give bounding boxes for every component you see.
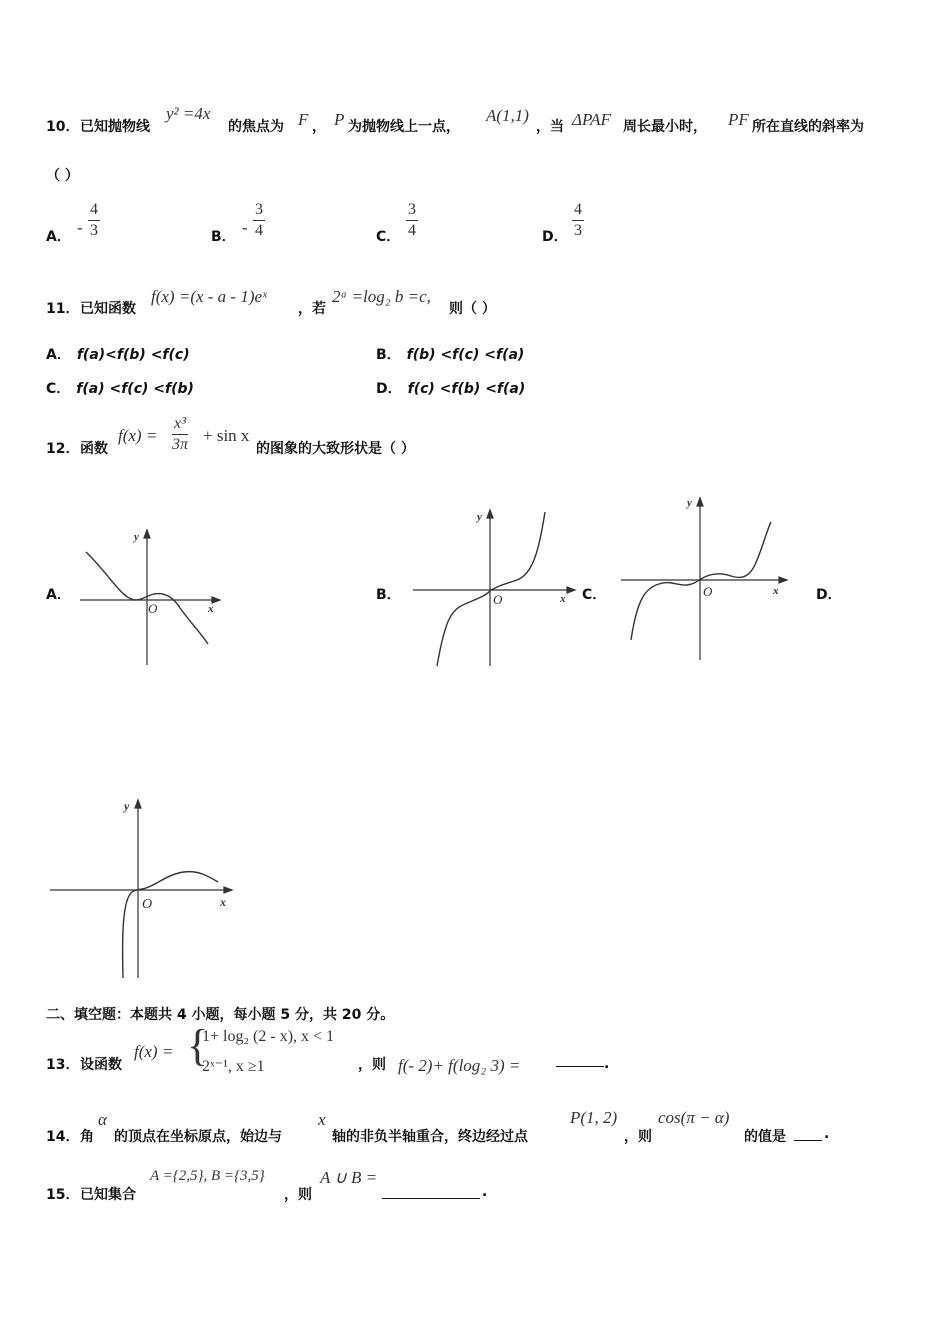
q11-number: 11． — [46, 301, 80, 317]
q14-answer-blank[interactable] — [794, 1140, 822, 1141]
q12-graph-a-origin-label: O — [148, 601, 158, 616]
q10-focus: F — [298, 110, 309, 129]
q12-text-2: 的图象的大致形状是（ ） — [256, 441, 415, 457]
q10-point-p: P — [334, 110, 345, 129]
q11-option-d: D． f(c) <f(b) <f(a) — [376, 381, 526, 397]
q12-graph-a — [70, 520, 230, 670]
q10-text-4: ，当 — [536, 119, 564, 135]
q13-text-1: 设函数 — [80, 1057, 122, 1073]
q10-parabola-eq: y² =4x — [166, 104, 211, 123]
q11-option-a: A． f(a)<f(b) <f(c) — [46, 347, 190, 363]
q14-number: 14． — [46, 1129, 80, 1145]
q12-option-d-label: D． — [816, 587, 842, 603]
q12-graph-b-y-label: y — [477, 511, 482, 523]
q13-expression: f(- 2)+ f(log₂ 3) = — [398, 1056, 521, 1075]
q12-graph-d-y-label: y — [124, 799, 130, 813]
q11-condition: 2ᵃ =log₂ b =c, — [332, 287, 431, 306]
q15-answer-blank[interactable] — [382, 1198, 480, 1199]
q12-function-rhs: + sin x — [203, 426, 250, 445]
q12-function-fraction: $\frac{\text{x³}}{3\pi}$ — [172, 415, 189, 453]
q12-graph-c — [615, 488, 790, 663]
q10-point-a: A(1,1) — [486, 106, 529, 125]
q11-text-3: 则（ ） — [449, 301, 496, 317]
q12-graph-a-y-label: y — [134, 531, 139, 543]
q14-alpha: α — [98, 1110, 107, 1129]
q12-graph-c-y-label: y — [687, 497, 692, 509]
q14-x: x — [318, 1110, 326, 1129]
q14-text-2: 的顶点在坐标原点，始边与 — [114, 1129, 282, 1145]
q14-text-5: 的值是 — [744, 1129, 786, 1145]
q12-option-c-label: C． — [582, 587, 607, 603]
q13-text-2: ，则 — [358, 1057, 386, 1073]
q12-graph-c-curve — [631, 522, 771, 640]
q10-option-b-sign: - — [242, 218, 248, 237]
q12-graph-c-origin-label: O — [703, 584, 713, 599]
q12-graph-d — [46, 790, 236, 980]
q11-text-1: 已知函数 — [80, 301, 136, 317]
q14-expression: cos(π − α) — [658, 1108, 730, 1127]
q10-option-a-label: A． — [46, 229, 71, 245]
q12-graph-b — [405, 500, 580, 670]
q10-text-2: 的焦点为 — [228, 119, 284, 135]
q14-period: . — [824, 1126, 830, 1142]
q10-triangle: ΔPAF — [572, 110, 611, 129]
q10-text-6: 所在直线的斜率为 — [752, 119, 864, 135]
q13-lhs: f(x) = — [134, 1042, 174, 1061]
q13-case-2: 2ˣ⁻¹, x ≥1 — [202, 1058, 265, 1075]
q11-text-2: ，若 — [298, 301, 326, 317]
q10-answer-paren: （ ） — [46, 168, 79, 184]
q12-graph-d-curve — [123, 872, 218, 978]
q10-option-a-fraction: $\frac{4}{3}$ — [90, 201, 98, 239]
q10-text-5: 周长最小时， — [623, 119, 707, 135]
q10-number: 10． — [46, 119, 80, 135]
q13-case-1: 1+ log₂ (2 - x), x < 1 — [202, 1028, 335, 1045]
section-2-heading: 二、填空题：本题共 4 小题，每小题 5 分，共 20 分。 — [46, 1007, 395, 1023]
q12-graph-c-x-label: x — [773, 585, 779, 597]
q15-period: . — [482, 1184, 488, 1200]
q10-text-3: 为抛物线上一点， — [348, 119, 460, 135]
q10-option-b-fraction: $\frac{3}{4}$ — [255, 201, 263, 239]
q11-option-c: C． f(a) <f(c) <f(b) — [46, 381, 194, 397]
q12-graph-d-x-label: x — [220, 895, 226, 909]
q14-text-1: 角 — [80, 1129, 94, 1145]
q12-graph-b-origin-label: O — [493, 592, 503, 607]
q12-graph-b-x-label: x — [560, 593, 566, 605]
q12-function-lhs: f(x) = — [118, 426, 158, 445]
q13-period: . — [604, 1056, 610, 1072]
q12-graph-a-x-label: x — [208, 603, 214, 615]
q11-option-b: B． f(b) <f(c) <f(a) — [376, 347, 525, 363]
q12-text-1: 函数 — [80, 441, 108, 457]
q10-option-d-label: D． — [542, 229, 568, 245]
q13-answer-blank[interactable] — [556, 1066, 604, 1067]
q15-expression: A ∪ B = — [320, 1168, 378, 1187]
q10-option-a-sign: - — [77, 218, 83, 237]
q11-function: f(x) =(x - a - 1)eˣ — [151, 287, 267, 306]
q13-number: 13． — [46, 1057, 80, 1073]
q10-option-d-fraction: $\frac{4}{3}$ — [574, 201, 582, 239]
q10-text-1: 已知抛物线 — [80, 119, 150, 135]
q14-text-4: ，则 — [624, 1129, 652, 1145]
q12-number: 12． — [46, 441, 80, 457]
q10-line-pf: PF — [728, 110, 749, 129]
q13-brace-icon: { — [187, 1021, 209, 1070]
q12-graph-b-curve — [437, 512, 545, 666]
q14-point: P(1, 2) — [570, 1108, 618, 1127]
q15-sets: A ={2,5}, B ={3,5} — [150, 1168, 265, 1184]
q12-graph-d-origin-label: O — [142, 897, 153, 912]
q10-option-c-fraction: $\frac{3}{4}$ — [408, 201, 416, 239]
q15-text-1: 已知集合 — [80, 1187, 136, 1203]
q14-text-3: 轴的非负半轴重合，终边经过点 — [332, 1129, 528, 1145]
q10-comma: ， — [312, 119, 326, 135]
q15-text-2: ，则 — [284, 1187, 312, 1203]
q15-number: 15． — [46, 1187, 80, 1203]
q12-option-a-label: A． — [46, 587, 71, 603]
q12-option-b-label: B． — [376, 587, 401, 603]
q10-option-b-label: B． — [211, 229, 236, 245]
q10-option-c-label: C． — [376, 229, 401, 245]
